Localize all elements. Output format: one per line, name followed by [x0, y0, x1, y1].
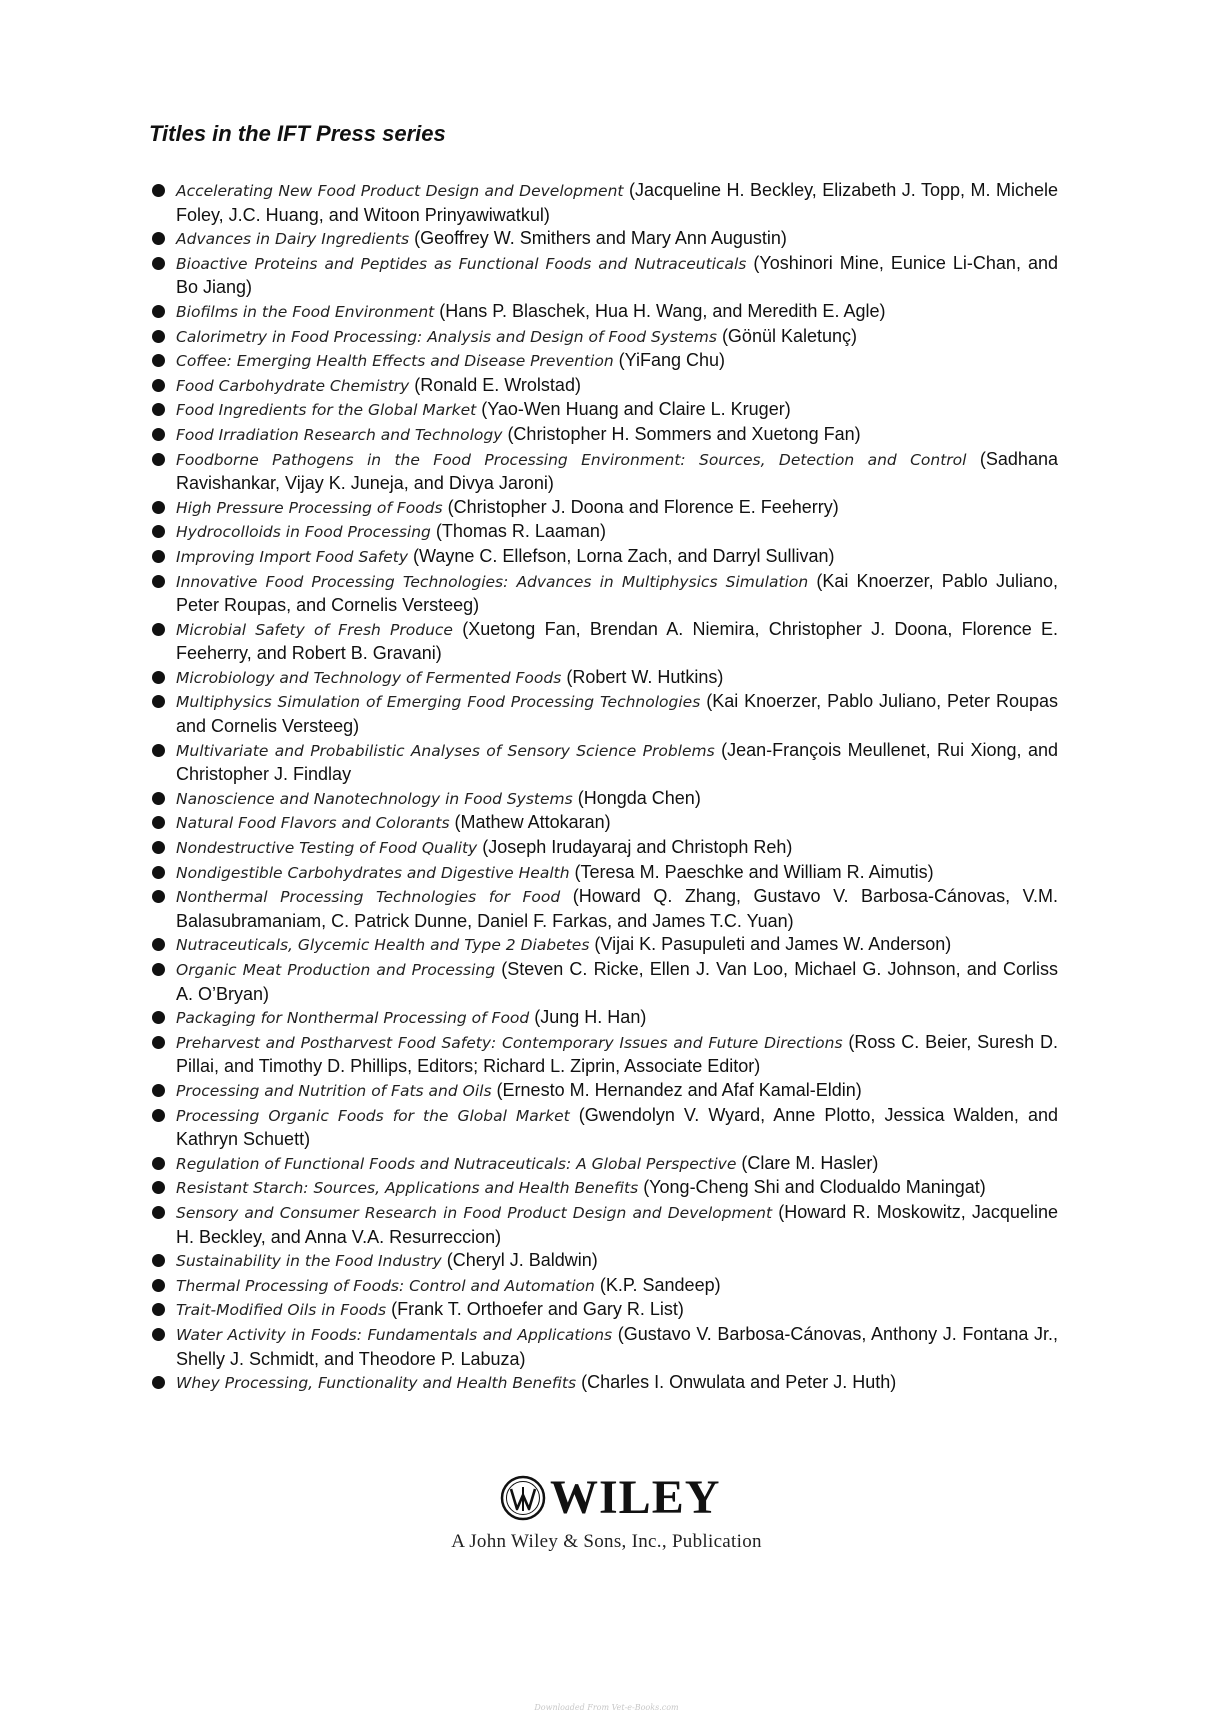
list-item: [150, 1152, 1058, 1177]
bullet-icon: [152, 866, 165, 879]
book-title: Foodborne Pathogens in the Food Processing Environment: Sources, Detection and Control: [176, 450, 967, 469]
book-title: Nanoscience and Nanotechnology in Food Systems: [176, 789, 573, 808]
bullet-icon: [152, 525, 165, 538]
book-authors: (Mathew Attokaran): [454, 812, 611, 833]
bullet-icon: [152, 1279, 165, 1292]
bullet-icon: [152, 1254, 165, 1267]
bullet-icon: [152, 1376, 165, 1389]
bullet-icon: [152, 1011, 165, 1024]
list-item: [150, 423, 1058, 448]
list-item: [150, 1323, 1058, 1371]
bullet-icon: [152, 257, 165, 270]
bullet-icon: [152, 232, 165, 245]
book-authors: (Gustavo V. Barbosa-Cánovas, Anthony J. Fontana Jr., Shelly J. Schmidt, and Theodore P. Labuza): [176, 1323, 1058, 1369]
bullet-icon: [152, 963, 165, 976]
book-authors: (Hongda Chen): [577, 787, 701, 808]
list-item: [150, 666, 1058, 691]
book-title: Water Activity in Foods: Fundamentals and Applications: [176, 1325, 613, 1344]
book-authors: (Jung H. Han): [534, 1007, 647, 1028]
book-authors: (Kai Knoerzer, Pablo Juliano, Peter Roupas and Cornelis Versteeg): [176, 691, 1058, 737]
book-authors: (Steven C. Ricke, Ellen J. Van Loo, Michael G. Johnson, and Corliss A. O’Bryan): [176, 959, 1058, 1004]
book-authors: (Geoffrey W. Smithers and Mary Ann Augustin): [414, 228, 787, 249]
bullet-icon: [152, 379, 165, 392]
bullet-icon: [152, 428, 165, 441]
bullet-icon: [152, 816, 165, 829]
book-title: Whey Processing, Functionality and Health Benefits: [176, 1374, 577, 1393]
bullet-icon: [152, 1084, 165, 1097]
book-title: Nondigestible Carbohydrates and Digestive Health: [176, 863, 570, 882]
book-authors: (Ross C. Beier, Suresh D. Pillai, and Timothy D. Phillips, Editors; Richard L. Ziprin, Associate Editor): [176, 1031, 1058, 1077]
list-item: [150, 811, 1058, 836]
bullet-icon: [152, 575, 165, 588]
list-item: [150, 1006, 1058, 1031]
book-title: Hydrocolloids in Food Processing: [176, 523, 431, 542]
bullet-icon: [152, 1157, 165, 1170]
list-item: [150, 570, 1058, 618]
book-title: Accelerating New Food Product Design and Development: [176, 182, 624, 200]
book-title: Food Carbohydrate Chemistry: [176, 376, 410, 395]
list-item: [150, 836, 1058, 861]
book-title: Trait-Modified Oils in Foods: [176, 1301, 387, 1320]
bullet-icon: [152, 695, 165, 708]
book-authors: (Hans P. Blaschek, Hua H. Wang, and Meredith E. Agle): [439, 300, 886, 321]
book-authors: (Wayne C. Ellefson, Lorna Zach, and Darryl Sullivan): [413, 545, 835, 566]
bullet-icon: [152, 184, 165, 197]
book-authors: (Christopher J. Doona and Florence E. Feeherry): [447, 496, 839, 517]
bullet-icon: [152, 1303, 165, 1316]
bullet-icon: [152, 1036, 165, 1049]
book-title: Improving Import Food Safety: [176, 547, 409, 566]
book-title: Multivariate and Probabilistic Analyses of Sensory Science Problems: [176, 741, 715, 760]
download-watermark: Downloaded From Vet-e-Books.com: [534, 1703, 679, 1712]
publisher-tagline: A John Wiley & Sons, Inc., Publication: [451, 1531, 762, 1552]
list-item: [150, 545, 1058, 570]
list-item: [150, 861, 1058, 886]
bullet-icon: [152, 938, 165, 951]
book-authors: (Yoshinori Mine, Eunice Li-Chan, and Bo Jiang): [176, 252, 1058, 298]
list-item: [150, 1298, 1058, 1323]
bullet-icon: [152, 1109, 165, 1122]
book-title: Packaging for Nonthermal Processing of Food: [176, 1009, 530, 1028]
book-title: Multiphysics Simulation of Emerging Food Processing Technologies: [176, 693, 701, 712]
book-authors: (Kai Knoerzer, Pablo Juliano, Peter Roupas, and Cornelis Versteeg): [176, 570, 1058, 616]
book-authors: (Sadhana Ravishankar, Vijay K. Juneja, and Divya Jaroni): [176, 448, 1058, 494]
book-authors: (Thomas R. Laaman): [435, 521, 606, 542]
book-title: Regulation of Functional Foods and Nutraceuticals: A Global Perspective: [176, 1154, 737, 1173]
bullet-icon: [152, 403, 165, 416]
book-title: Biofilms in the Food Environment: [176, 302, 435, 321]
list-item: [150, 1201, 1058, 1249]
book-authors: (Ronald E. Wrolstad): [414, 374, 581, 395]
book-authors: (Vijai K. Pasupuleti and James W. Anderson): [594, 934, 952, 955]
list-item: [150, 227, 1058, 252]
book-title: Resistant Starch: Sources, Applications and Health Benefits: [176, 1179, 639, 1198]
list-item: [150, 933, 1058, 958]
book-authors: (Frank T. Orthoefer and Gary R. List): [391, 1299, 684, 1320]
book-authors: (K.P. Sandeep): [599, 1274, 721, 1295]
book-title: Processing Organic Foods for the Global Market: [176, 1106, 570, 1125]
book-title: Coffee: Emerging Health Effects and Disease Prevention: [176, 352, 614, 371]
bullet-icon: [152, 890, 165, 903]
list-item: [150, 1249, 1058, 1274]
wiley-seal-icon: [500, 1475, 546, 1521]
list-item: [150, 885, 1058, 933]
bullet-icon: [152, 305, 165, 318]
book-authors: (Howard R. Moskowitz, Jacqueline H. Beckley, and Anna V.A. Resurreccion): [176, 1201, 1058, 1247]
bullet-icon: [152, 671, 165, 684]
book-authors: (Yao-Wen Huang and Claire L. Kruger): [481, 399, 791, 420]
book-title: Calorimetry in Food Processing: Analysis and Design of Food Systems: [176, 327, 717, 346]
wiley-logo: [500, 1472, 720, 1524]
book-title: Sustainability in the Food Industry: [176, 1252, 442, 1271]
wiley-logo-text: WILEY: [550, 1471, 721, 1524]
book-authors: (Christopher H. Sommers and Xuetong Fan): [507, 423, 861, 444]
series-list: [150, 179, 1058, 1396]
bullet-icon: [152, 1206, 165, 1219]
bullet-icon: [152, 330, 165, 343]
list-item: [150, 739, 1058, 787]
list-item: [150, 1274, 1058, 1299]
book-title: High Pressure Processing of Foods: [176, 498, 443, 517]
book-authors: (Yong-Cheng Shi and Clodualdo Maningat): [643, 1177, 986, 1198]
bullet-icon: [152, 1328, 165, 1341]
book-title: Preharvest and Postharvest Food Safety: Contemporary Issues and Future Directions: [176, 1033, 843, 1052]
book-title: Bioactive Proteins and Peptides as Functional Foods and Nutraceuticals: [176, 254, 747, 273]
list-item: [150, 179, 1058, 227]
list-item: [150, 325, 1058, 350]
book-title: Advances in Dairy Ingredients: [176, 230, 410, 249]
book-title: Nonthermal Processing Technologies for Food: [176, 888, 561, 907]
bullet-icon: [152, 1181, 165, 1194]
book-authors: (Robert W. Hutkins): [566, 666, 724, 687]
book-title: Microbial Safety of Fresh Produce: [176, 620, 453, 639]
book-authors: (Cheryl J. Baldwin): [446, 1250, 598, 1271]
bullet-icon: [152, 501, 165, 514]
book-authors: (YiFang Chu): [618, 350, 726, 371]
book-title: Innovative Food Processing Technologies: Advances in Multiphysics Simulation: [176, 572, 809, 591]
book-authors: (Ernesto M. Hernandez and Afaf Kamal-Eldin): [496, 1079, 862, 1100]
list-item: [150, 1031, 1058, 1079]
list-item: [150, 1079, 1058, 1104]
book-authors: (Howard Q. Zhang, Gustavo V. Barbosa-Cánovas, V.M. Balasubramaniam, C. Patrick Dunne, Daniel F. Farkas, and James T.C. Yuan): [176, 886, 1058, 931]
book-title: Microbiology and Technology of Fermented Foods: [176, 668, 562, 687]
book-authors: (Clare M. Hasler): [741, 1152, 879, 1173]
book-title: Processing and Nutrition of Fats and Oils: [176, 1081, 492, 1100]
series-heading: Titles in the IFT Press series: [149, 121, 446, 146]
list-item: [150, 1371, 1058, 1396]
list-item: [150, 496, 1058, 521]
list-item: [150, 520, 1058, 545]
book-authors: (Jacqueline H. Beckley, Elizabeth J. Topp, M. Michele Foley, J.C. Huang, and Witoon Prinyawiwatkul): [176, 180, 1058, 225]
book-title: Nutraceuticals, Glycemic Health and Type 2 Diabetes: [176, 936, 590, 955]
book-title: Natural Food Flavors and Colorants: [176, 814, 450, 833]
book-authors: (Gwendolyn V. Wyard, Anne Plotto, Jessica Walden, and Kathryn Schuett): [176, 1104, 1058, 1150]
book-authors: (Charles I. Onwulata and Peter J. Huth): [581, 1372, 897, 1393]
book-authors: (Jean-François Meullenet, Rui Xiong, and Christopher J. Findlay: [176, 739, 1058, 785]
list-item: [150, 374, 1058, 399]
book-title: Sensory and Consumer Research in Food Product Design and Development: [176, 1203, 773, 1222]
bullet-icon: [152, 623, 165, 636]
book-authors: (Gönül Kaletunç): [721, 325, 858, 346]
list-item: [150, 252, 1058, 300]
book-title: Thermal Processing of Foods: Control and Automation: [176, 1276, 595, 1295]
book-title: Food Ingredients for the Global Market: [176, 401, 477, 420]
list-item: [150, 958, 1058, 1006]
list-item: [150, 618, 1058, 666]
list-item: [150, 398, 1058, 423]
bullet-icon: [152, 841, 165, 854]
list-item: [150, 1104, 1058, 1152]
bullet-icon: [152, 550, 165, 563]
list-item: [150, 1176, 1058, 1201]
bullet-icon: [152, 453, 165, 466]
list-item: [150, 349, 1058, 374]
list-item: [150, 300, 1058, 325]
book-title: Organic Meat Production and Processing: [176, 961, 496, 979]
book-title: Nondestructive Testing of Food Quality: [176, 839, 478, 858]
bullet-icon: [152, 744, 165, 757]
bullet-icon: [152, 792, 165, 805]
book-title: Food Irradiation Research and Technology: [176, 425, 503, 444]
list-item: [150, 690, 1058, 738]
bullet-icon: [152, 354, 165, 367]
book-authors: (Xuetong Fan, Brendan A. Niemira, Christopher J. Doona, Florence E. Feeherry, and Robert B. Gravani): [176, 618, 1058, 664]
book-authors: (Joseph Irudayaraj and Christoph Reh): [482, 837, 793, 858]
list-item: [150, 448, 1058, 496]
list-item: [150, 787, 1058, 812]
book-authors: (Teresa M. Paeschke and William R. Aimutis): [574, 861, 934, 882]
